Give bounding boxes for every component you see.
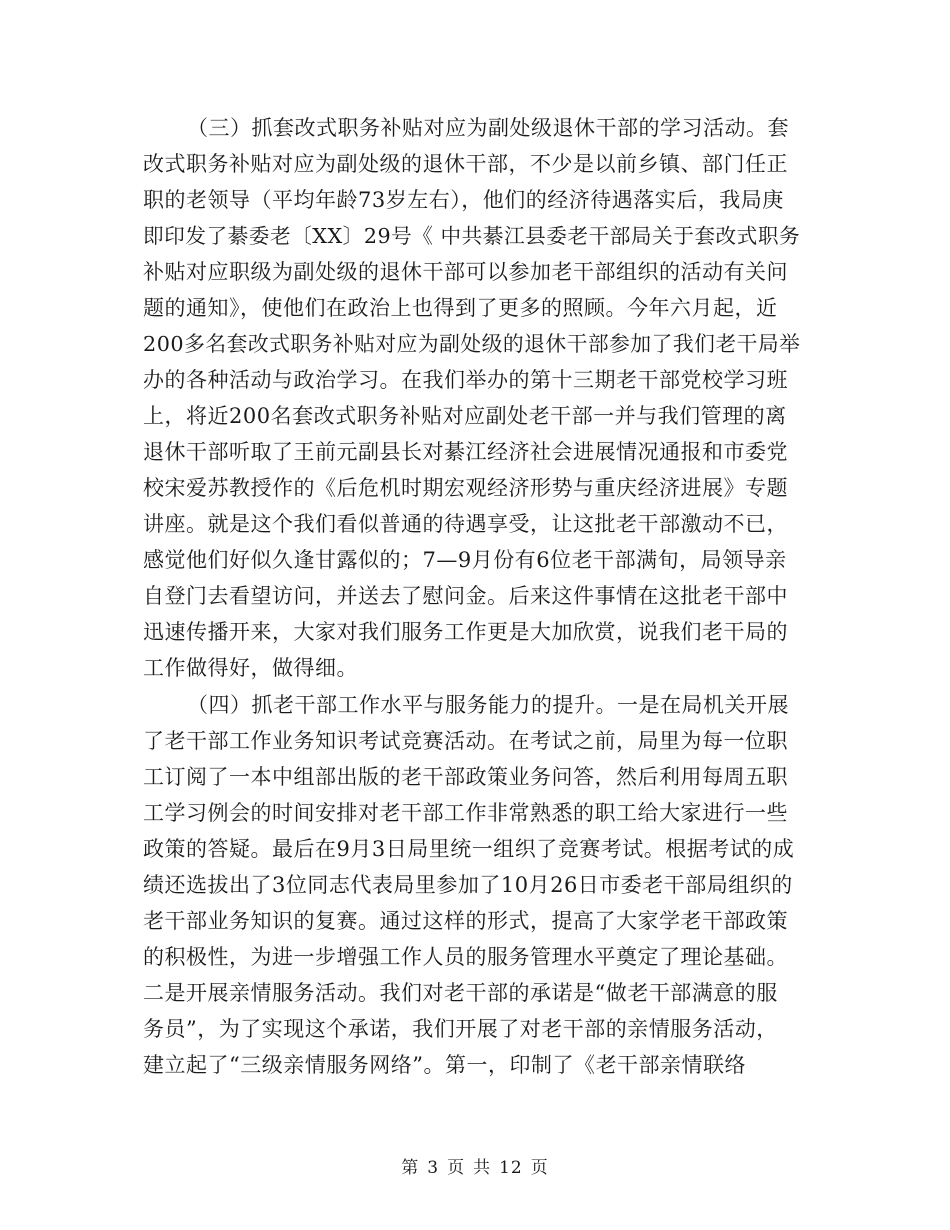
text-line: 建立起了“三级亲情服务网络”。第一，印制了《老干部亲情联络: [143, 1053, 746, 1077]
text-line: 工订阅了一本中组部出版的老干部政策业务问答，然后利用每周五职: [143, 765, 788, 789]
text-line: 迅速传播开来，大家对我们服务工作更是大加欣赏，说我们老干局的: [143, 620, 788, 644]
text-line: （三）抓套改式职务补贴对应为副处级退休干部的学习活动。套: [187, 116, 789, 140]
text-line: 200多名套改式职务补贴对应为副处级的退休干部参加了我们老干局举: [143, 332, 801, 356]
text-line: 工学习例会的时间安排对老干部工作非常熟悉的职工给大家进行一些: [143, 801, 788, 825]
text-line: 退休干部听取了王前元副县长对綦江经济社会进展情况通报和市委党: [143, 440, 788, 464]
text-line: 改式职务补贴对应为副处级的退休干部，不少是以前乡镇、部门任正: [143, 152, 788, 176]
text-line: 务员”，为了实现这个承诺，我们开展了对老干部的亲情服务活动，: [143, 1017, 778, 1041]
text-line: 自登门去看望访问，并送去了慰问金。后来这件事情在这批老干部中: [143, 584, 788, 608]
footer-page-word: 页: [447, 1158, 466, 1178]
footer-prefix: 第: [401, 1158, 420, 1178]
total-page-count: 12: [499, 1158, 523, 1178]
text-line: 老干部业务知识的复赛。通过这样的形式，提高了大家学老干部政策: [143, 909, 788, 933]
footer-suffix: 页: [530, 1158, 549, 1178]
text-line: 办的各种活动与政治学习。在我们举办的第十三期老干部党校学习班: [143, 368, 788, 392]
text-line: 上，将近200名套改式职务补贴对应副处老干部一并与我们管理的离: [143, 404, 787, 428]
page-footer: [0, 1153, 950, 1178]
text-line: 职的老领导（平均年龄73岁左右），他们的经济待遇落实后，我局庚: [143, 188, 784, 212]
text-line: （四）抓老干部工作水平与服务能力的提升。一是在局机关开展: [187, 693, 789, 717]
document-body: [143, 110, 807, 1083]
current-page-number: 3: [427, 1158, 440, 1178]
text-line: 政策的答疑。最后在9月3日局里统一组织了竞赛考试。根据考试的成: [143, 837, 795, 861]
text-line: 的积极性，为进一步增强工作人员的服务管理水平奠定了理论基础。: [143, 945, 788, 969]
paragraph-section-4: [143, 687, 807, 1083]
text-line: 校宋爱苏教授作的《后危机时期宏观经济形势与重庆经济进展》专题: [143, 476, 788, 500]
paragraph-section-3: [143, 110, 807, 686]
footer-total-word: 共: [473, 1158, 492, 1178]
text-line: 感觉他们好似久逢甘露似的；7—9月份有6位老干部满旬，局领导亲: [143, 548, 787, 572]
text-line: 绩还选拔出了3位同志代表局里参加了10月26日市委老干部局组织的: [143, 873, 793, 897]
text-line: 讲座。就是这个我们看似普通的待遇享受，让这批老干部激动不已，: [143, 512, 788, 536]
text-line: 补贴对应职级为副处级的退休干部可以参加老干部组织的活动有关问: [143, 260, 788, 284]
text-line: 题的通知》，使他们在政治上也得到了更多的照顾。今年六月起，近: [143, 296, 778, 320]
text-line: 了老干部工作业务知识考试竞赛活动。在考试之前，局里为每一位职: [143, 729, 788, 753]
text-line: 即印发了綦委老〔XX〕29号《 中共綦江县委老干部局关于套改式职务: [143, 224, 801, 248]
text-line: 二是开展亲情服务活动。我们对老干部的承诺是“做老干部满意的服: [143, 981, 778, 1005]
text-line: 工作做得好，做得细。: [143, 656, 358, 680]
